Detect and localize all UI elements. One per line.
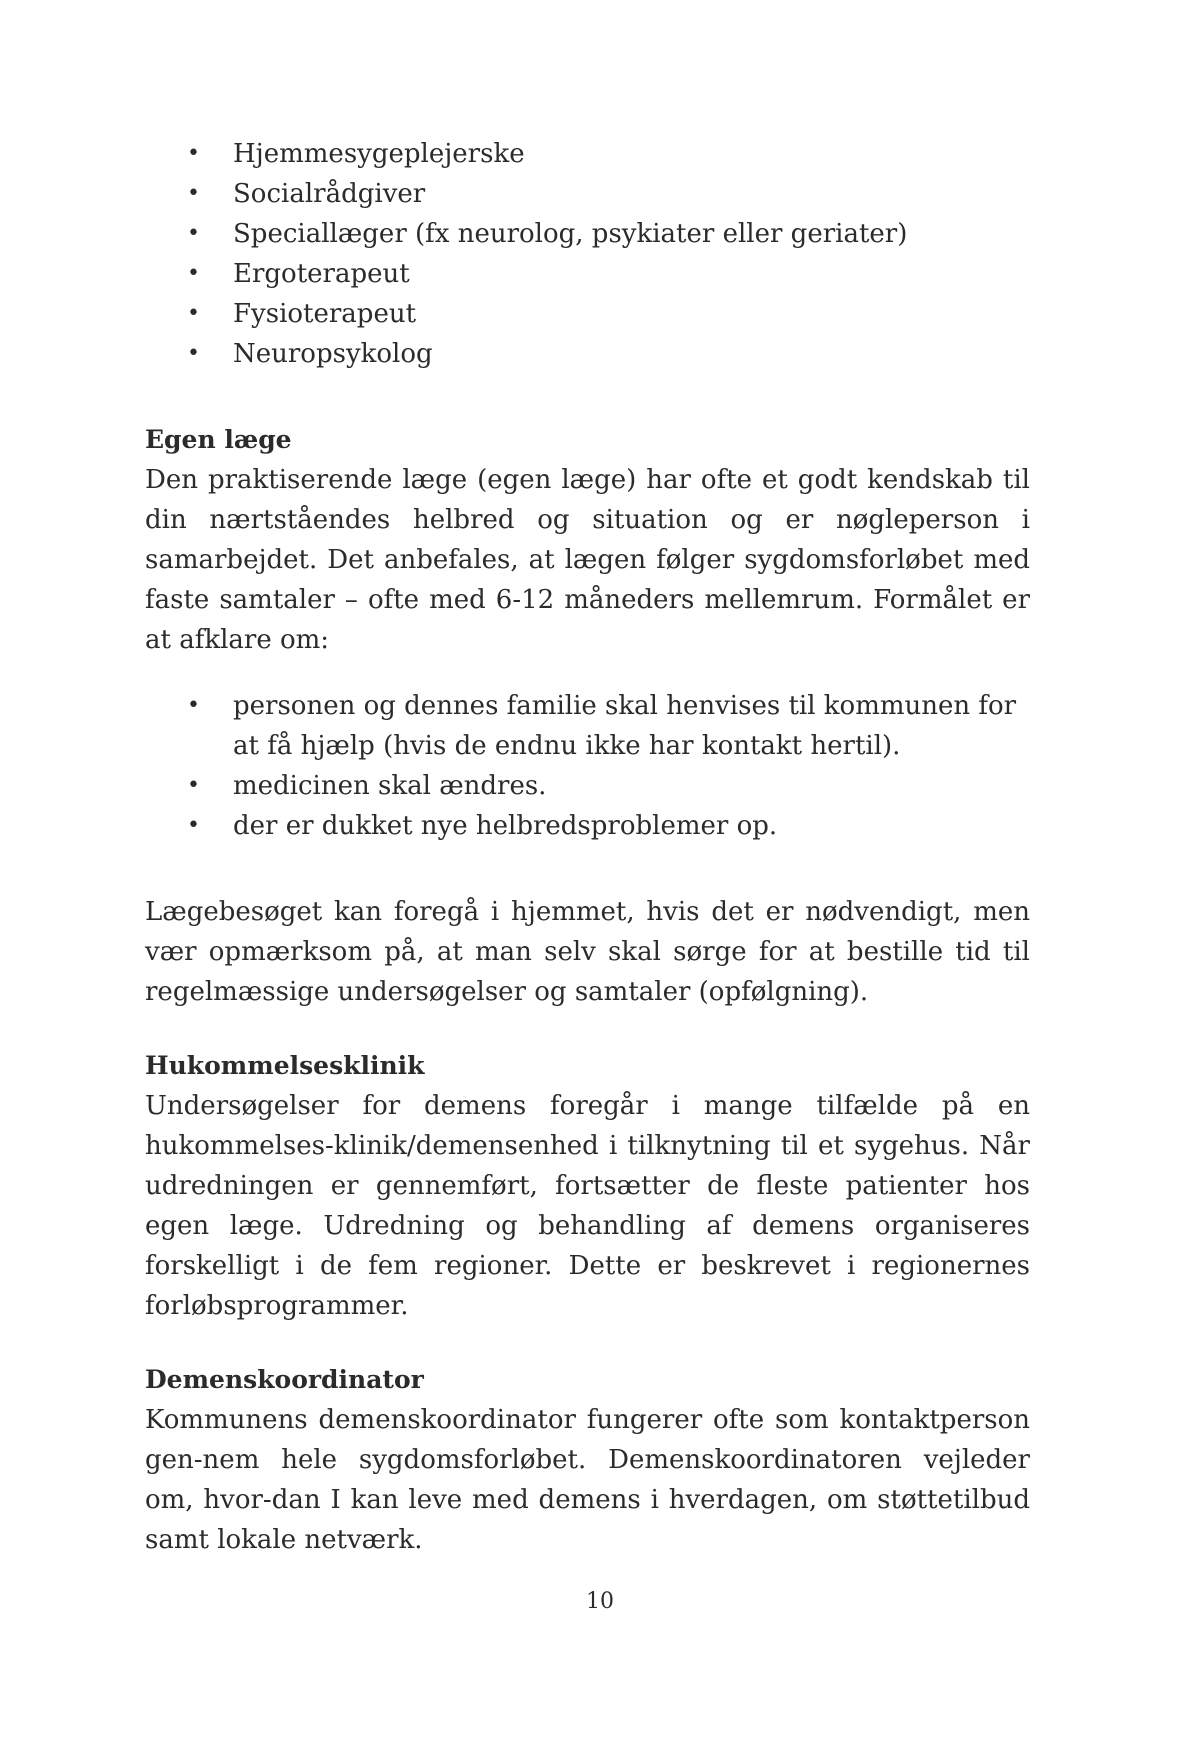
list-item xyxy=(145,294,1030,334)
list-item-text: Socialrådgiver xyxy=(233,179,426,209)
list-item xyxy=(145,174,1030,214)
bullet-icon: • xyxy=(187,813,200,838)
list-item-text: Fysioterapeut xyxy=(233,299,417,329)
bullet-icon: • xyxy=(187,301,200,326)
list-item-text: Hjemmesygeplejerske xyxy=(233,139,525,169)
list-item-text: der er dukket nye helbredsproblemer op. xyxy=(233,811,778,841)
list-item xyxy=(145,766,1030,806)
list-item-text: personen og dennes familie skal henvises til kommunen for at få hjælp (hvis de endnu ikke har kontakt hertil). xyxy=(233,691,1017,761)
list-item-text: Speciallæger (fx neurolog, psykiater eller geriater) xyxy=(233,219,908,249)
list-item-text: Ergoterapeut xyxy=(233,259,410,289)
demenskoordinator-text: Kommunens demenskoordinator fungerer ofte som kontaktperson gen-nem hele sygdomsforløbet. Demenskoordinatoren vejleder om, hvor-dan I kan leve med demens i hverdagen, om støttetilbud samt lokale netværk. xyxy=(145,1405,1030,1555)
list-item xyxy=(145,334,1030,374)
list-item xyxy=(145,214,1030,254)
egen-laege-list xyxy=(145,686,1030,846)
section-heading-egen-laege: Egen læge xyxy=(145,425,292,454)
egen-laege-intro: Den praktiserende læge (egen læge) har ofte et godt kendskab til din nærtståendes helbred og situation og er nøgleperson i samarbejdet. Det anbefales, at lægen følger sygdomsforløbet med faste samtaler – ofte med 6-12 måneders mellemrum. Formålet er at afklare om: xyxy=(145,465,1030,655)
list-item xyxy=(145,806,1030,846)
bullet-icon: • xyxy=(187,181,200,206)
page-content xyxy=(145,134,1030,1560)
egen-laege-followup: Lægebesøget kan foregå i hjemmet, hvis det er nødvendigt, men vær opmærksom på, at man selv skal sørge for at bestille tid til regelmæssige undersøgelser og samtaler (opfølgning). xyxy=(145,897,1030,1007)
page-number: 10 xyxy=(586,1589,614,1614)
list-item-text: medicinen skal ændres. xyxy=(233,771,547,801)
hukommelsesklinik-text: Undersøgelser for demens foregår i mange tilfælde på en hukommelses-klinik/demensenhed i tilknytning til et sygehus. Når udredningen er gennemført, fortsætter de fleste patienter hos egen læge. Udredning og behandling af demens organiseres forskelligt i de fem regioner. Dette er beskrevet i regionernes forløbsprogrammer. xyxy=(145,1091,1030,1321)
bullet-icon: • xyxy=(187,693,200,718)
list-item xyxy=(145,686,1030,766)
list-item-text: Neuropsykolog xyxy=(233,339,433,369)
section-heading-demenskoordinator: Demenskoordinator xyxy=(145,1365,424,1394)
bullet-icon: • xyxy=(187,141,200,166)
bullet-icon: • xyxy=(187,221,200,246)
bullet-icon: • xyxy=(187,341,200,366)
list-item xyxy=(145,254,1030,294)
section-heading-hukommelsesklinik: Hukommelsesklinik xyxy=(145,1051,425,1080)
list-item xyxy=(145,134,1030,174)
bullet-icon: • xyxy=(187,773,200,798)
bullet-icon: • xyxy=(187,261,200,286)
professionals-list xyxy=(145,134,1030,374)
